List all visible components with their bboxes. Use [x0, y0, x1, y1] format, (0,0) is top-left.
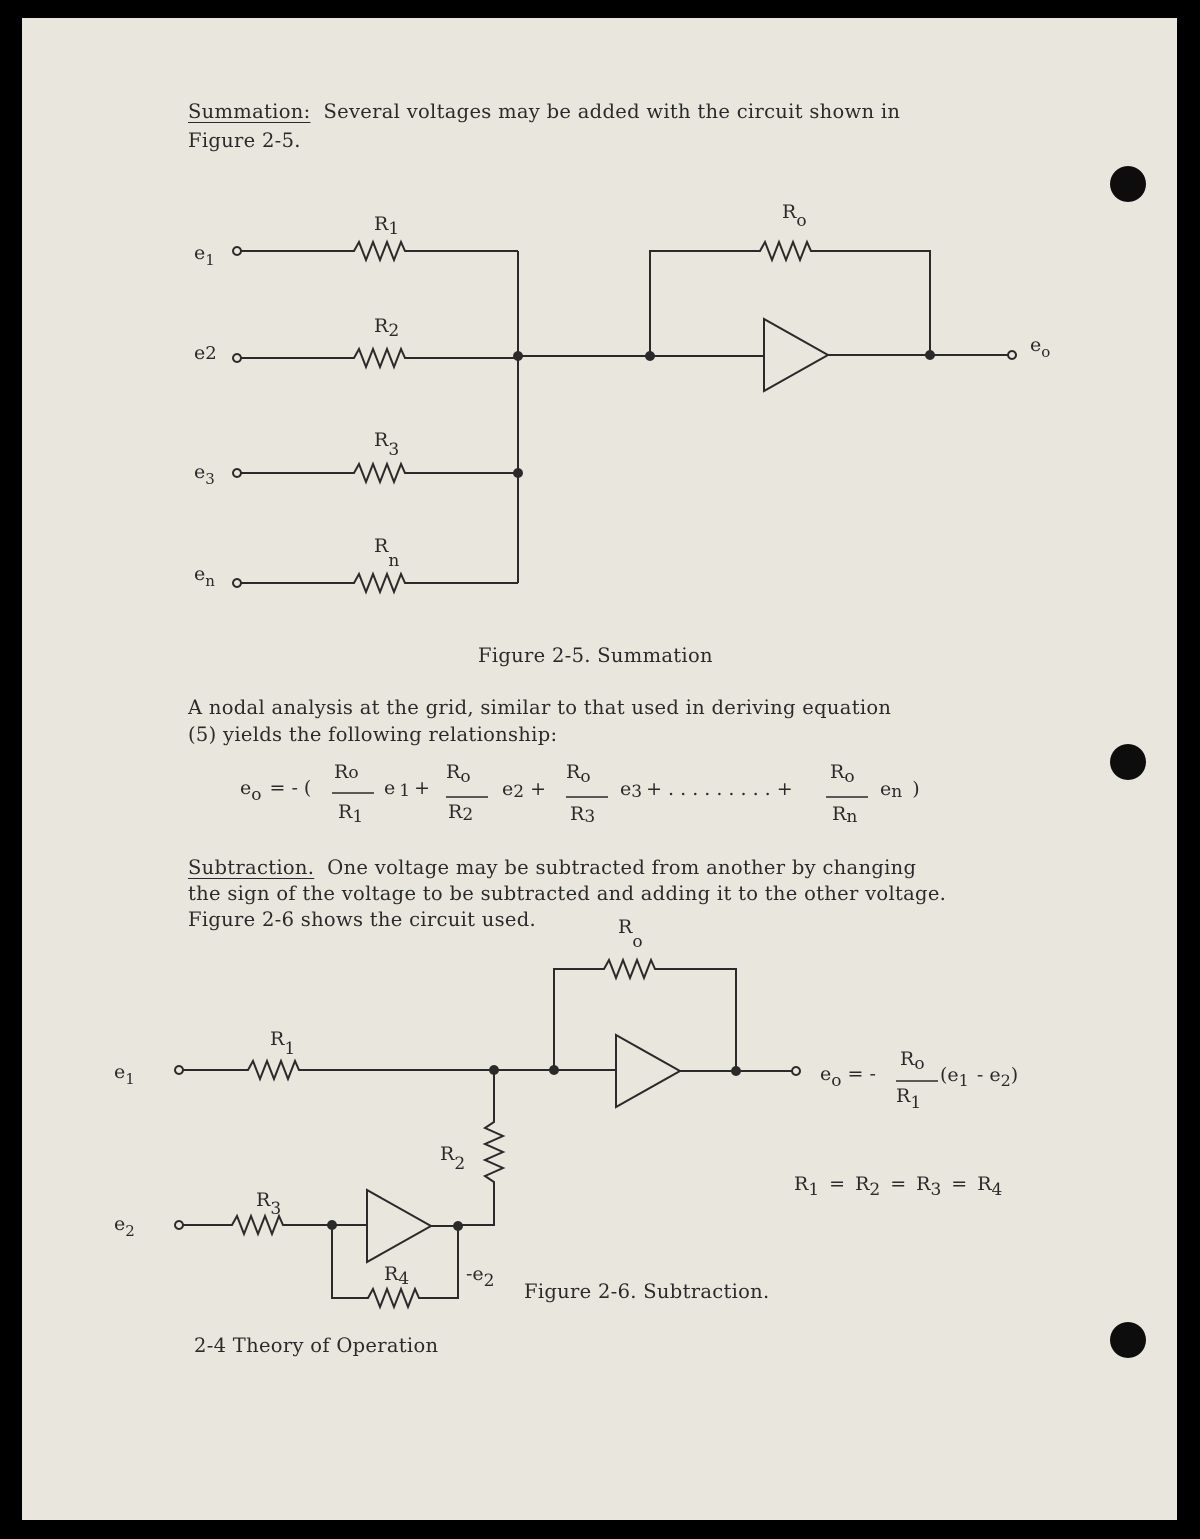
- intro-line-2: Figure 2-5.: [188, 129, 301, 152]
- page-footer: 2-4 Theory of Operation: [194, 1334, 439, 1357]
- fig6-r1-label: R1: [270, 1028, 296, 1059]
- output-eo-label: $e_o$: [1030, 334, 1051, 361]
- fig6-e1-label: $e_1$: [114, 1061, 135, 1088]
- subtraction-heading: Subtraction.: [188, 856, 315, 879]
- fig6-ro-label: Ro: [618, 916, 643, 952]
- input-en-label: $e_n$: [194, 563, 215, 590]
- fig6-resistor-equality: R1 = R2 = R3 = R4: [794, 1173, 1003, 1200]
- resistor-r1-label: R1: [374, 213, 400, 239]
- fig6-output-lhs: eo = -: [820, 1063, 876, 1091]
- term3-denominator: R3: [570, 803, 596, 827]
- subtraction-line-1: Subtraction. One voltage may be subtracted from another by changing: [188, 856, 917, 879]
- term4-variable: en ): [880, 778, 920, 802]
- feedback-ro-label: Ro: [782, 201, 807, 231]
- input-e2-label: e2: [194, 342, 217, 364]
- term2-denominator: R2: [448, 801, 474, 825]
- resistor-rn-label: Rn: [374, 535, 400, 571]
- term3-variable: e3 + . . . . . . . . . +: [620, 778, 793, 802]
- resistor-r3-label: R3: [374, 429, 400, 460]
- subtraction-line-3: Figure 2-6 shows the circuit used.: [188, 908, 537, 931]
- document-page: [22, 18, 1177, 1520]
- term2-numerator: Ro: [446, 761, 471, 787]
- intro-line-1: Summation: Several voltages may be added with the circuit shown in: [188, 100, 901, 123]
- input-e3-label: $e_3$: [194, 461, 215, 488]
- term4-numerator: Ro: [830, 761, 855, 787]
- fig6-neg-e2-label: -e2: [466, 1263, 495, 1291]
- nodal-line-1: A nodal analysis at the grid, similar to that used in deriving equation: [188, 696, 892, 719]
- fig6-output-denominator: R1: [896, 1085, 922, 1113]
- fig6-e2-label: $e_2$: [114, 1213, 135, 1240]
- term1-numerator: Ro: [334, 761, 359, 783]
- term1-denominator: R1: [338, 801, 364, 827]
- subtraction-line-2: the sign of the voltage to be subtracted and adding it to the other voltage.: [188, 882, 947, 905]
- term3-numerator: Ro: [566, 761, 591, 787]
- fig6-r3-label: R3: [256, 1189, 282, 1219]
- summation-heading: Summation:: [188, 100, 311, 123]
- figure-2-5-caption: Figure 2-5. Summation: [478, 644, 713, 667]
- term1-variable: e 1 +: [384, 777, 430, 801]
- resistor-r2-label: R2: [374, 315, 400, 341]
- nodal-line-2: (5) yields the following relationship:: [188, 723, 558, 746]
- equation-lhs: eo = - (: [240, 777, 312, 805]
- fig6-output-paren: $(e_1 - e_2)$: [940, 1064, 1019, 1090]
- term4-denominator: Rn: [832, 803, 858, 827]
- fig6-r2-label: R2: [440, 1143, 466, 1174]
- fig6-output-numerator: Ro: [900, 1048, 925, 1074]
- term2-variable: e2 +: [502, 778, 546, 802]
- fig6-r4-label: R4: [384, 1263, 410, 1289]
- input-e1-label: $e_1$: [194, 242, 215, 269]
- figure-2-6-caption: Figure 2-6. Subtraction.: [524, 1280, 770, 1303]
